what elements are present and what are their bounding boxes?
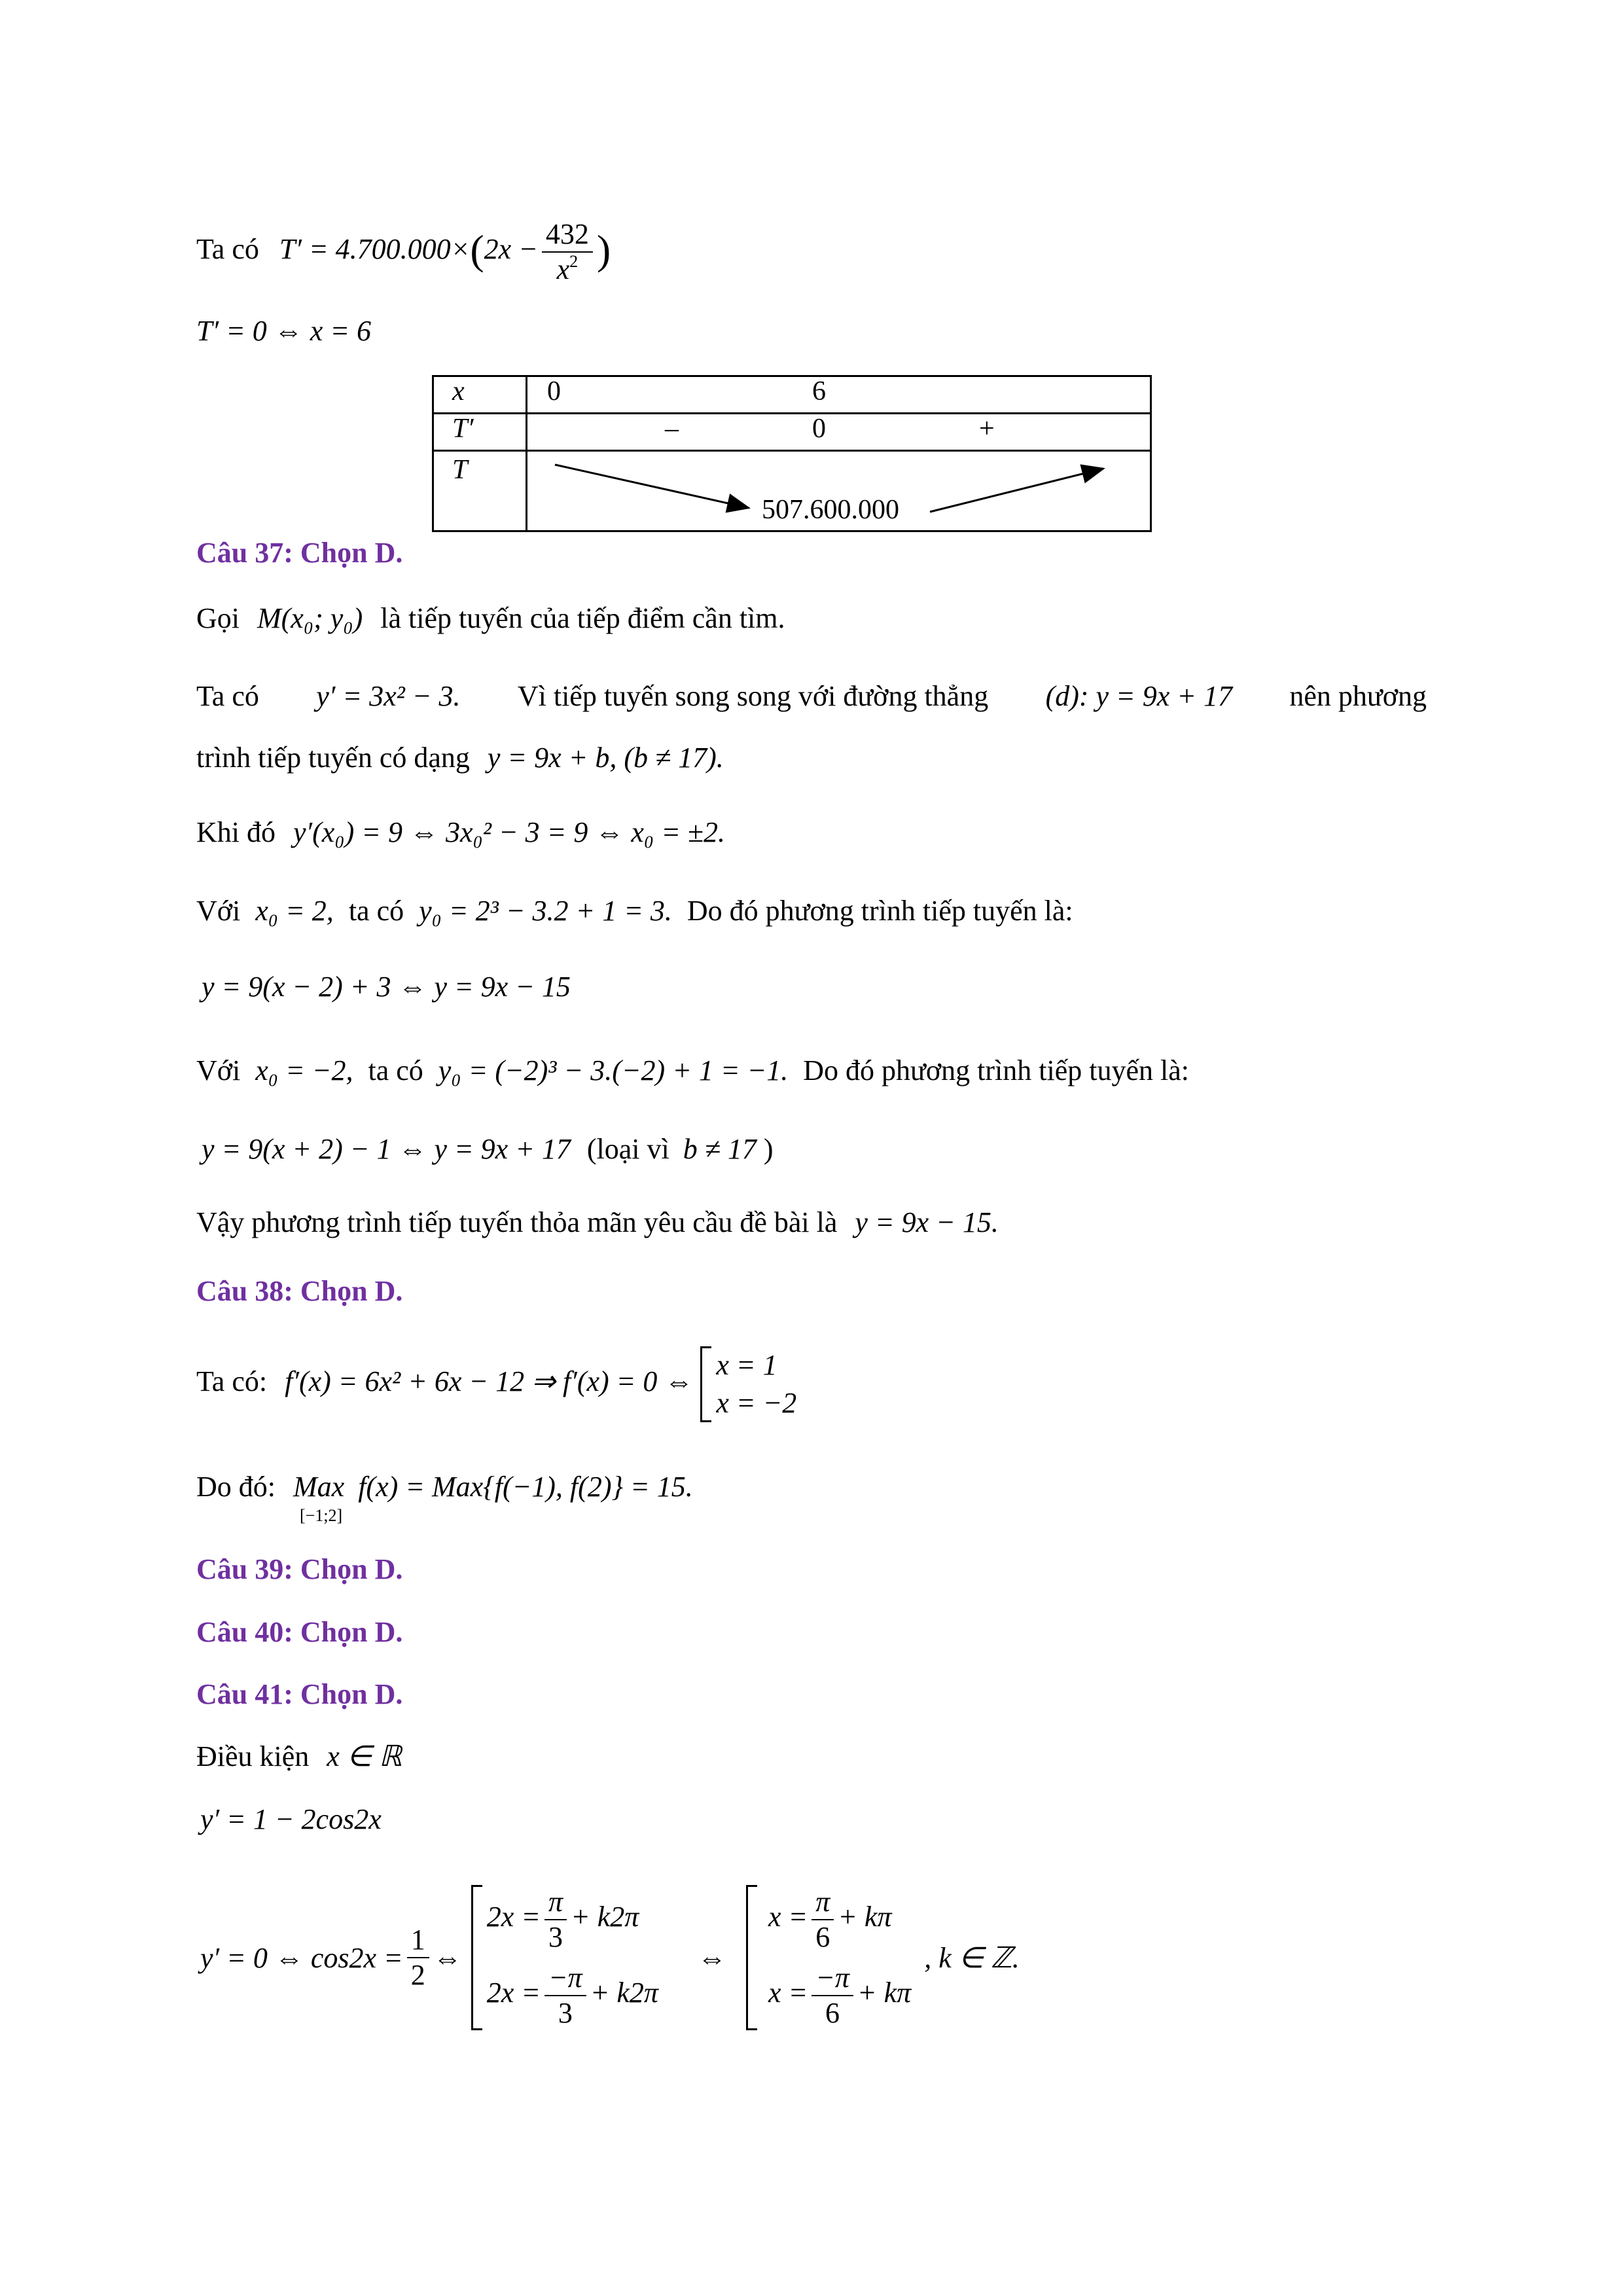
increasing-arrow bbox=[930, 469, 1103, 512]
q38-line-2: Do đó: Max [−1;2] f(x) = Max{f(−1), f(2)} = 15. bbox=[196, 1467, 693, 1507]
t-prime-zero: T′ = 0 ⇔ x = 6 bbox=[196, 315, 372, 347]
q41-heading: Câu 41: Chọn D. bbox=[196, 1678, 403, 1710]
row-t-label-cell: T bbox=[433, 451, 527, 531]
q37-line-7: Với x₀ = −2, ta có y₀ = (−2)³ − 3.(−2) + 1 = −1. Do đó phương trình tiếp tuyến là: bbox=[196, 1054, 1189, 1086]
row-t-arrows-cell bbox=[527, 451, 1151, 531]
q37-line-8: y = 9(x + 2) − 1 ⇔ y = 9x + 17 (loại vì b ≠ 17 ) bbox=[202, 1133, 774, 1165]
q41-system-x: x = $\frac{\pi}{6}$ + kπ x = $\frac{-\pi}{6}$ + kπ bbox=[746, 1885, 911, 2030]
two-x-term: 2x − bbox=[484, 233, 538, 265]
q37-heading: Câu 37: Chọn D. bbox=[196, 537, 403, 569]
sign-minus: – bbox=[665, 414, 679, 444]
q37-conclusion: Vậy phương trình tiếp tuyến thỏa mãn yêu cầu đề bài là y = 9x − 15. bbox=[196, 1206, 999, 1238]
q39-heading: Câu 39: Chọn D. bbox=[196, 1553, 403, 1585]
q37-line-6: y = 9(x − 2) + 3 ⇔ y = 9x − 15 bbox=[202, 971, 571, 1003]
q38-line-1: Ta có: f′(x) = 6x² + 6x − 12 ⇒ f′(x) = 0 ⇔ x = 1 x = −2 bbox=[196, 1339, 796, 1424]
fraction-432-over-x2: $\frac{432}{x^2}$ bbox=[542, 217, 593, 287]
q37-line-5: Với x₀ = 2, ta có y₀ = 2³ − 3.2 + 1 = 3. Do đó phương trình tiếp tuyến là: bbox=[196, 895, 1073, 927]
x-value-6: 6 bbox=[812, 376, 826, 406]
x-value-0: 0 bbox=[547, 376, 561, 406]
q37-line-3: trình tiếp tuyến có dạng y = 9x + b, (b ≠ 17). bbox=[196, 742, 724, 774]
max-operator: Max [−1;2] bbox=[293, 1471, 345, 1525]
q38-heading: Câu 38: Chọn D. bbox=[196, 1275, 403, 1307]
t-min-value: 507.600.000 bbox=[762, 495, 899, 525]
q38-root-system: x = 1 x = −2 bbox=[700, 1346, 796, 1422]
q41-line-2: y′ = 1 − 2cos2x bbox=[200, 1803, 382, 1835]
ta-co-text: Ta có bbox=[196, 233, 259, 265]
q41-line-3: y′ = 0 ⇔ cos2x = $\frac{1}{2}$ ⇔ 2x = $\frac{\pi}{3}$ + k2π 2x = $\frac{-\pi}{3}$ + k2π ⇔ x = $\frac{\pi}{6}$ + kπ x = $\frac{-\pi}{6}$ + kπ , k ∈ ℤ. bbox=[200, 1886, 1020, 2029]
t-derivative-line bbox=[196, 211, 611, 288]
q37-line-2: Ta có y′ = 3x² − 3. Vì tiếp tuyến song song với đường thẳng (d): y = 9x + 17 nên phương bbox=[196, 680, 1427, 712]
row-x-values-cell bbox=[527, 376, 1151, 414]
row-tprime-label-cell: T′ bbox=[433, 414, 527, 451]
q37-line-4: Khi đó y′(x₀) = 9 ⇔ 3x₀² − 3 = 9 ⇔ x₀ = ±2. bbox=[196, 816, 726, 848]
q37-line-1: Gọi M(x₀; y₀) là tiếp tuyến của tiếp điểm cần tìm. bbox=[196, 602, 785, 634]
q41-line-1: Điều kiện x ∈ ℝ bbox=[196, 1740, 402, 1772]
q41-system-2x: 2x = $\frac{\pi}{3}$ + k2π 2x = $\frac{-\pi}{3}$ + k2π bbox=[471, 1885, 658, 2030]
q40-heading: Câu 40: Chọn D. bbox=[196, 1616, 403, 1648]
row-x-label-cell: x bbox=[433, 376, 527, 414]
variation-table bbox=[432, 375, 1152, 532]
t-prime-zero-line bbox=[196, 312, 371, 351]
decreasing-arrow bbox=[555, 465, 749, 508]
t-derivative-expr: T′ = 4.700.000× bbox=[279, 233, 471, 265]
sign-zero: 0 bbox=[812, 414, 826, 444]
left-paren: ( bbox=[470, 226, 484, 273]
row-tprime-signs-cell bbox=[527, 414, 1151, 451]
right-paren: ) bbox=[596, 226, 611, 273]
sign-plus: + bbox=[979, 414, 995, 444]
frac-one-half: $\frac{1}{2}$ bbox=[407, 1923, 429, 1992]
